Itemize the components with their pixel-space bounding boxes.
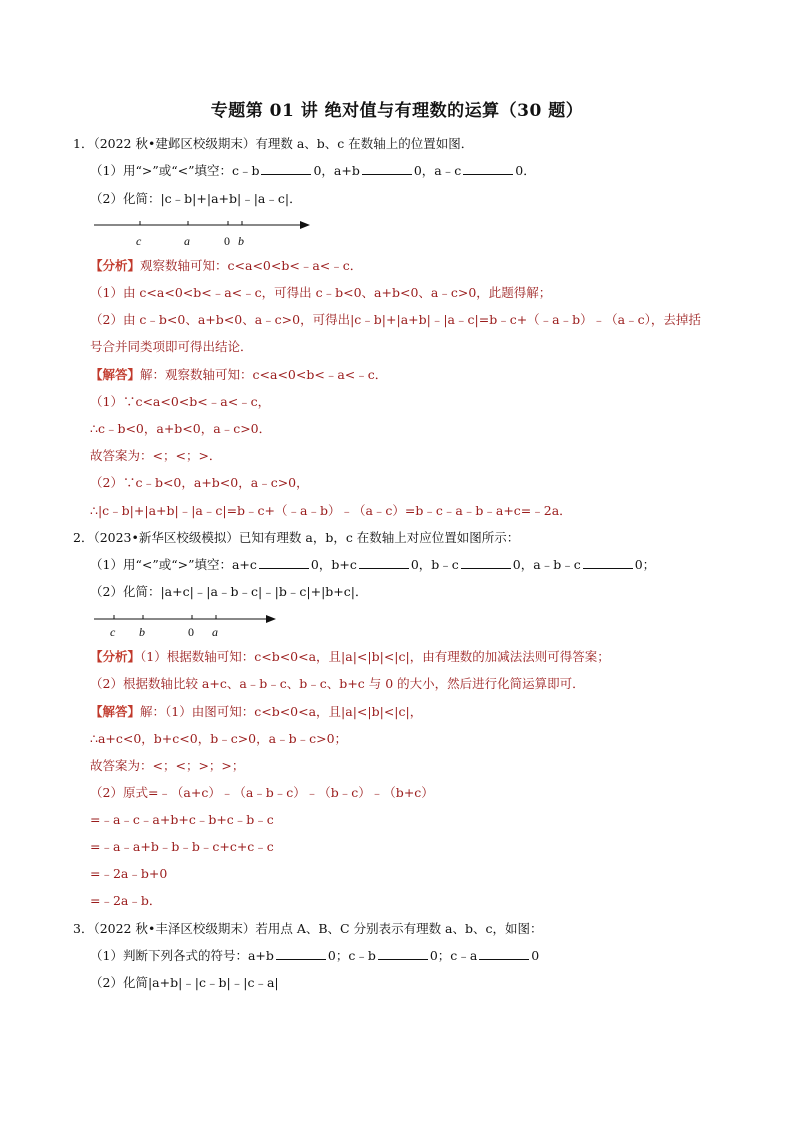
arrow-icon: [266, 615, 276, 623]
axis-label-a: a: [212, 625, 218, 639]
answer-blank[interactable]: [583, 556, 633, 569]
analysis-2: 【分析】（1）根据数轴可知：c<b<0<a，且|a|<|b|<|c|，由有理数的加减法法则可得答案；: [90, 649, 610, 664]
analysis-1-line: （1）由 c<a<0<b<﹣a<﹣c，可得出 c﹣b<0、a+b<0、a﹣c>0，此题得解；: [90, 285, 552, 300]
axis-label-c: c: [110, 625, 116, 639]
answer-blank[interactable]: [259, 556, 309, 569]
analysis-2-line: （2）根据数轴比较 a+c、a﹣b﹣c、b﹣c、b+c 与 0 的大小，然后进行化简运算即可．: [90, 676, 585, 691]
answer-blank[interactable]: [461, 556, 511, 569]
problem-2-part-1: （1）用“<”或“>”填空：a+c 0，b+c 0，b﹣c 0，a﹣b﹣c 0；: [90, 557, 656, 572]
answer-2-line: 故答案为：<；<；>；>；: [90, 758, 245, 773]
answer-blank[interactable]: [479, 947, 529, 960]
axis-label-b: b: [139, 625, 145, 639]
answer-1-line: （2）∵c﹣b<0，a+b<0，a﹣c>0，: [90, 475, 309, 490]
arrow-icon: [300, 221, 310, 229]
answer-blank[interactable]: [378, 947, 428, 960]
answer-2-line: =﹣2a﹣b+0: [90, 866, 168, 881]
answer-1-line: ∴|c﹣b|+|a+b|﹣|a﹣c|=b﹣c+（﹣a﹣b）﹣（a﹣c）=b﹣c﹣a﹣b﹣a+c=﹣2a．: [90, 503, 572, 518]
problem-3-stem: 3．（2022 秋•丰泽区校级期末）若用点 A、B、C 分别表示有理数 a、b、c，如图：: [73, 921, 543, 936]
axis-label-0: 0: [188, 625, 194, 639]
answer-1: 【解答】解：观察数轴可知：c<a<0<b<﹣a<﹣c．: [90, 367, 388, 382]
problem-3-part-2: （2）化简|a+b|﹣|c﹣b|﹣|c﹣a|: [90, 975, 279, 990]
problem-1-part-1: （1）用“>”或“<”填空：c﹣b 0，a+b 0，a﹣c 0．: [90, 163, 536, 178]
analysis-1: 【分析】观察数轴可知：c<a<0<b<﹣a<﹣c．: [90, 258, 363, 273]
number-line-1: [92, 218, 322, 250]
analysis-1-line: 号合并同类项即可得出结论．: [90, 339, 253, 354]
answer-2-line: （2）原式=﹣（a+c）﹣（a﹣b﹣c）﹣（b﹣c）﹣（b+c）: [90, 785, 434, 800]
axis-label-b: b: [238, 234, 244, 248]
answer-blank[interactable]: [359, 556, 409, 569]
problem-1-part-2: （2）化简：|c﹣b|+|a+b|﹣|a﹣c|．: [90, 191, 302, 206]
problem-1-stem: 1．（2022 秋•建邺区校级期末）有理数 a、b、c 在数轴上的位置如图．: [73, 136, 474, 151]
page-title: 专题第 01 讲 绝对值与有理数的运算（30 题）: [210, 101, 584, 121]
answer-2-line: =﹣a﹣a+b﹣b﹣b﹣c+c+c﹣c: [90, 839, 274, 854]
answer-2-line: =﹣2a﹣b．: [90, 893, 162, 908]
number-line-2: [92, 612, 292, 644]
answer-1-line: （1）∵c<a<0<b<﹣a<﹣c，: [90, 394, 271, 409]
answer-blank[interactable]: [362, 162, 412, 175]
answer-1-line: ∴c﹣b<0，a+b<0，a﹣c>0．: [90, 421, 272, 436]
answer-1-line: 故答案为：<；<；>．: [90, 448, 222, 463]
problem-2-part-2: （2）化简：|a+c|﹣|a﹣b﹣c|﹣|b﹣c|+|b+c|．: [90, 584, 368, 599]
answer-blank[interactable]: [463, 162, 513, 175]
axis-label-c: c: [136, 234, 142, 248]
answer-2-line: =﹣a﹣c﹣a+b+c﹣b+c﹣b﹣c: [90, 812, 274, 827]
answer-2: 【解答】解：（1）由图可知：c<b<0<a，且|a|<|b|<|c|，: [90, 704, 423, 719]
answer-blank[interactable]: [276, 947, 326, 960]
axis-label-a: a: [184, 234, 190, 248]
answer-2-line: ∴a+c<0，b+c<0，b﹣c>0，a﹣b﹣c>0；: [90, 731, 348, 746]
axis-label-0: 0: [224, 234, 230, 248]
answer-blank[interactable]: [261, 162, 311, 175]
problem-3-part-1: （1）判断下列各式的符号：a+b 0；c﹣b 0；c﹣a 0: [90, 948, 540, 963]
analysis-1-line: （2）由 c﹣b<0、a+b<0、a﹣c>0，可得出|c﹣b|+|a+b|﹣|a﹣c|=b﹣c+（﹣a﹣b）﹣（a﹣c），去掉括: [90, 312, 701, 327]
problem-2-stem: 2．（2023•新华区校级模拟）已知有理数 a，b，c 在数轴上对应位置如图所示：: [73, 530, 520, 545]
